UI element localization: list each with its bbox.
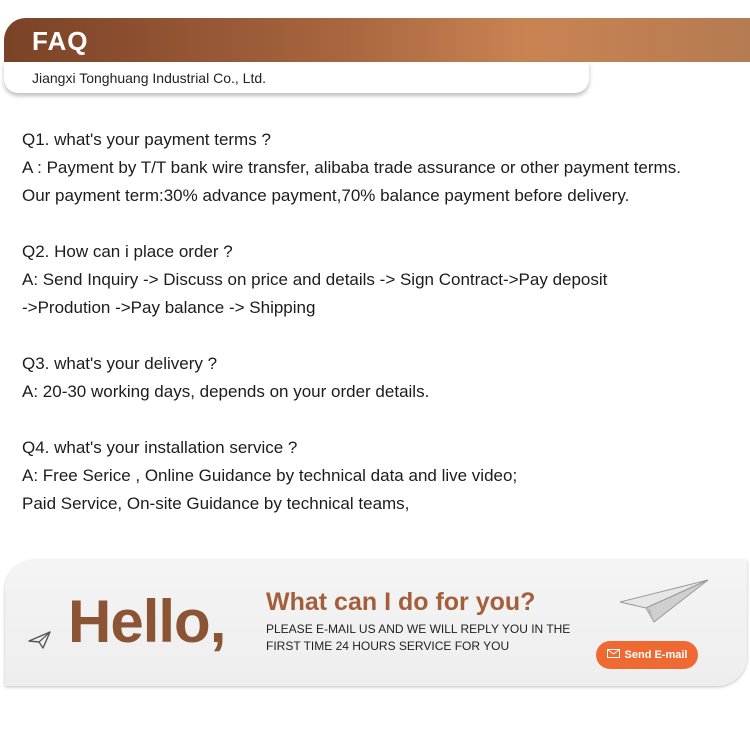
- contact-text: [266, 621, 586, 655]
- answer-q4-line1: A: Free Serice , Online Guidance by technical data and live video;: [22, 466, 518, 485]
- faq-title: FAQ: [32, 26, 89, 56]
- faq-list: [22, 126, 742, 546]
- hello-heading: Hello,: [68, 588, 226, 655]
- answer-q2-line2: ->Prodution ->Pay balance -> Shipping: [22, 298, 316, 317]
- answer-q3-line1: A: 20-30 working days, depends on your order details.: [22, 382, 430, 401]
- question-q4: Q4. what's your installation service ?: [22, 438, 298, 457]
- contact-text-line2: FIRST TIME 24 HOURS SERVICE FOR YOU: [266, 639, 510, 653]
- question-q2: Q2. How can i place order ?: [22, 242, 233, 261]
- paper-plane-icon: [28, 630, 52, 655]
- faq-item-q3: [22, 350, 742, 406]
- envelope-icon: [607, 649, 620, 661]
- paper-plane-icon: [618, 578, 710, 631]
- company-name: Jiangxi Tonghuang Industrial Co., Ltd.: [32, 70, 267, 86]
- send-email-button[interactable]: [596, 641, 698, 669]
- answer-q4-line2: Paid Service, On-site Guidance by technical teams,: [22, 494, 410, 513]
- answer-q2-line1: A: Send Inquiry -> Discuss on price and details -> Sign Contract->Pay deposit: [22, 270, 608, 289]
- answer-q1-line1: A : Payment by T/T bank wire transfer, alibaba trade assurance or other payment terms.: [22, 158, 681, 177]
- question-q1: Q1. what's your payment terms ?: [22, 130, 271, 149]
- question-q3: Q3. what's your delivery ?: [22, 354, 218, 373]
- faq-item-q2: [22, 238, 742, 322]
- faq-item-q1: [22, 126, 742, 210]
- faq-banner: [4, 18, 750, 62]
- contact-text-line1: PLEASE E-MAIL US AND WE WILL REPLY YOU IN THE: [266, 622, 571, 636]
- send-email-label: Send E-mail: [624, 649, 688, 661]
- faq-item-q4: [22, 434, 742, 518]
- contact-heading: What can I do for you?: [266, 588, 536, 616]
- answer-q1-line2: Our payment term:30% advance payment,70% balance payment before delivery.: [22, 186, 630, 205]
